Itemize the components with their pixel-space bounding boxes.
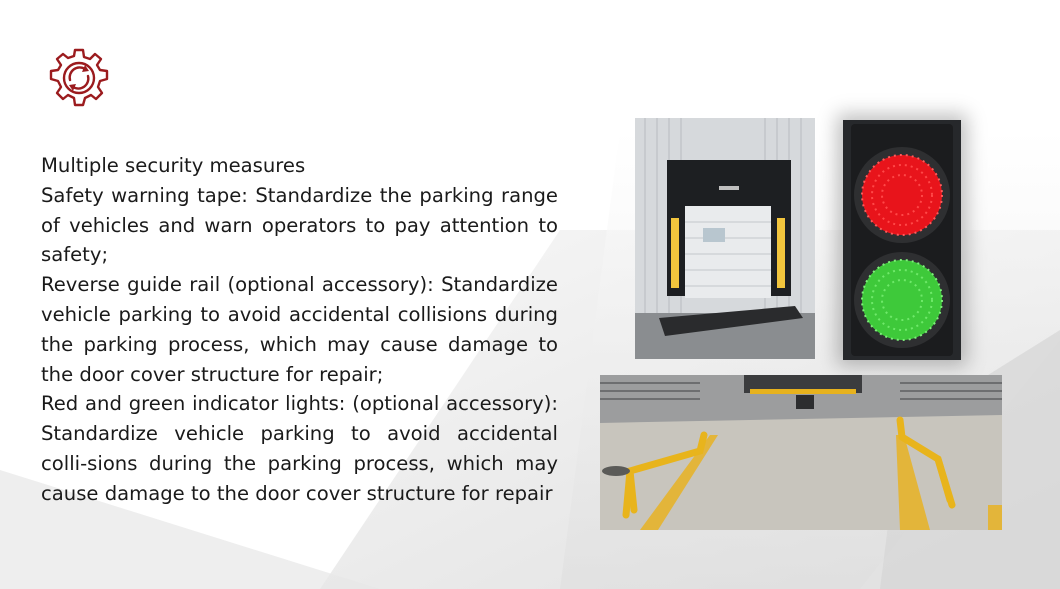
security-measures-text xyxy=(41,151,558,509)
measure-indicator-lights: Red and green indicator lights: (optional accessory): Standardize vehicle parking to avoid accidental colli-sions during the parking process, which may cause damage to the door cover structure for repair xyxy=(41,392,558,505)
measure-warning-tape: Safety warning tape: Standardize the parking range of vehicles and warn operators to pay attention to safety; xyxy=(41,183,558,267)
loading-dock-door-shelter-photo xyxy=(635,118,815,359)
measure-guide-rail: Reverse guide rail (optional accessory): Standardize vehicle parking to avoid accidental collisions during the parking process, which may cause damage to the door cover structure for repair; xyxy=(41,273,558,386)
gear-refresh-icon xyxy=(44,46,114,112)
reverse-guide-rail-photo xyxy=(600,375,1002,530)
red-green-traffic-light-photo xyxy=(843,120,961,360)
section-title: Multiple security measures xyxy=(41,154,306,177)
